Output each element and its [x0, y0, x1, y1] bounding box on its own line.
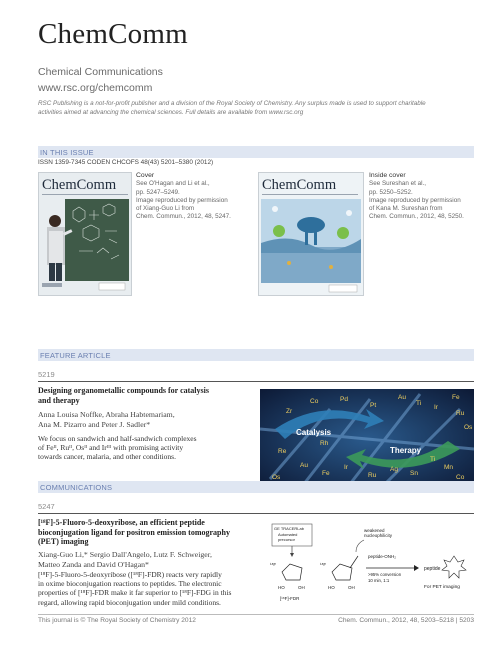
cover-caption-line: of Xiang-Guo Li from: [136, 205, 195, 213]
journal-subtitle: Chemical Communications: [38, 66, 163, 78]
element-symbol: Mn: [444, 464, 454, 471]
cover-caption-line: Chem. Commun., 2012, 48, 5247.: [136, 213, 231, 221]
scheme-product-label: peptide: [424, 566, 441, 572]
in-this-issue-band: [38, 146, 474, 158]
inside-cover-caption: [369, 172, 473, 222]
element-symbol: Co: [310, 398, 319, 405]
communication-title-line: bioconjugation ligand for positron emission tomography: [38, 527, 230, 537]
feature-article-band: [38, 349, 474, 361]
element-symbol: Ir: [344, 464, 348, 471]
element-symbol: Ti: [430, 456, 436, 463]
front-cover-image[interactable]: [38, 172, 132, 296]
element-symbol: Re: [278, 448, 287, 455]
inside-cover-caption-line: of Kana M. Sureshan from: [369, 205, 443, 213]
reaction-scheme: [268, 522, 474, 608]
communications-heading: COMMUNICATIONS: [40, 482, 113, 492]
cover-photo-illustration: [39, 173, 131, 295]
element-symbol: Ag: [390, 466, 398, 473]
scheme-reagent-label: peptide-ONH₂: [368, 554, 397, 559]
feature-title-line: Designing organometallic compounds for catalysis: [38, 386, 209, 395]
communication-abstract-line: [¹⁸F]-5-Fluoro-5-deoxyribose ([¹⁸F]-FDR) reacts very rapidly: [38, 570, 222, 579]
inside-cover-illustration: [259, 173, 363, 295]
inside-cover-caption-heading: Inside cover: [369, 172, 406, 179]
feature-abstract-line: towards cancer, malaria, and other conditions.: [38, 452, 176, 462]
element-symbol: Fe: [322, 470, 330, 477]
element-symbol: Pd: [340, 396, 348, 403]
feature-abstract-line: We focus on sandwich and half-sandwich complexes: [38, 434, 197, 443]
communication-abstract-line: regard, allowing rapid bioconjugation under mild conditions.: [38, 597, 221, 607]
communication-authors-line: Matteo Zanda and David O'Hagan*: [38, 559, 149, 569]
inside-cover-caption-line: pp. 5250–5252.: [369, 188, 413, 196]
cover-logo: ChemComm: [42, 177, 117, 193]
scheme-ho-label: HO: [278, 585, 285, 590]
scheme-pet-label: For PET imaging: [424, 585, 460, 590]
element-symbol: Rh: [320, 440, 329, 447]
feature-page-number[interactable]: 5219: [38, 370, 55, 379]
footer-copyright: This journal is © The Royal Society of Chemistry 2012: [38, 617, 196, 624]
inside-cover-caption-line: See Sureshan et al.,: [369, 180, 427, 188]
feature-authors-line: Anna Louisa Noffke, Abraha Habtemariam,: [38, 410, 175, 419]
communication-title-line: (PET) imaging: [38, 537, 89, 546]
communications-rule: [38, 513, 474, 514]
communication-title[interactable]: [38, 518, 273, 547]
publisher-note: RSC Publishing is a not-for-profit publisher and a division of the Royal Society of Chemistry. Any surplus made is used to support charitable activities aimed at advancing the chemical sciences. Full details are available from www.rsc.org: [38, 100, 426, 116]
communications-band: [38, 481, 474, 493]
element-symbol: Au: [300, 462, 308, 469]
cover-logo: ChemComm: [262, 177, 337, 193]
feature-title[interactable]: [38, 386, 278, 405]
footer-rule: [38, 614, 474, 615]
communication-abstract: [38, 570, 270, 607]
cover-caption-line: pp. 5247–5249.: [136, 188, 180, 196]
communication-authors: [38, 550, 212, 569]
scheme-box-line: precursor: [278, 537, 295, 542]
feature-graphic: [260, 389, 474, 489]
in-this-issue-heading: IN THIS ISSUE: [40, 147, 94, 157]
feature-article-heading: FEATURE ARTICLE: [40, 350, 111, 360]
inside-cover-caption-line: Chem. Commun., 2012, 48, 5250.: [369, 213, 464, 221]
scheme-oh-label: OH: [298, 585, 305, 590]
communication-authors-line: Xiang-Guo Li,* Sergio Dall'Angelo, Lutz F. Schweiger,: [38, 550, 212, 559]
catalysis-label: Catalysis: [296, 428, 332, 437]
element-symbol: Sn: [410, 470, 418, 477]
journal-title: ChemComm: [38, 18, 188, 50]
scheme-weakened-label: weakened: [364, 528, 385, 533]
element-symbol: Os: [464, 424, 473, 431]
element-symbol: Co: [456, 474, 465, 481]
element-symbol: Fe: [452, 394, 460, 401]
footer-citation: Chem. Commun., 2012, 48, 5203–5218 | 5203: [338, 617, 474, 624]
scheme-fdr-label: [¹⁸F]-FDR: [280, 596, 300, 601]
issn-line: ISSN 1359-7345 CODEN CHCOFS 48(43) 5201–5380 (2012): [38, 159, 214, 166]
scheme-box-line: Automated: [278, 532, 298, 537]
scheme-box-line: GE TRACERLab: [274, 526, 304, 531]
feature-authors: [38, 410, 175, 429]
scheme-f18-label: ¹⁸F: [270, 562, 277, 567]
feature-title-line: and therapy: [38, 395, 80, 405]
communication-abstract-line: properties of [¹⁸F]-FDR make it far superior to [¹⁸F]-FDG in this: [38, 588, 232, 598]
element-symbol: Au: [398, 394, 406, 401]
journal-url[interactable]: www.rsc.org/chemcomm: [38, 82, 153, 94]
scheme-ho-label: HO: [328, 585, 335, 590]
cover-caption-heading: Cover: [136, 172, 155, 179]
communication-page-number[interactable]: 5247: [38, 502, 55, 511]
feature-abstract-line: of Feᴵᴵ, Ruᴵᴵ, Osᴵᴵ and Irᴵᴵᴵ with promising activity: [38, 443, 184, 453]
cover-caption: [136, 172, 236, 222]
therapy-label: Therapy: [390, 446, 422, 455]
scheme-time-label: 10 min, 1:1: [368, 578, 390, 583]
cover-caption-line: Image reproduced by permission: [136, 196, 228, 204]
element-symbol: Os: [272, 474, 281, 481]
inside-cover-image[interactable]: [258, 172, 364, 296]
scheme-f18-label: ¹⁸F: [320, 562, 327, 567]
element-symbol: Ru: [456, 410, 465, 417]
element-symbol: Ru: [368, 472, 377, 479]
element-symbol: Ir: [434, 404, 438, 411]
element-symbol: Zr: [286, 408, 293, 415]
scheme-conversion-label: >95% conversion: [368, 572, 402, 577]
feature-abstract: [38, 434, 263, 462]
scheme-nucleophilicity-label: nucleophilicity: [364, 533, 393, 538]
communication-abstract-line: in oxime bioconjugation reactions to peptides. The electronic: [38, 579, 222, 589]
feature-authors-line: Ana M. Pizarro and Peter J. Sadler*: [38, 419, 151, 429]
element-symbol: Ti: [416, 400, 422, 407]
cover-caption-line: See O'Hagan and Li et al.,: [136, 180, 210, 188]
communication-title-line: [¹⁸F]-5-Fluoro-5-deoxyribose, an efficient peptide: [38, 518, 205, 527]
inside-cover-caption-line: Image reproduced by permission: [369, 196, 461, 204]
scheme-oh-label: OH: [348, 585, 355, 590]
element-symbol: Pt: [370, 402, 377, 409]
feature-rule: [38, 381, 474, 382]
